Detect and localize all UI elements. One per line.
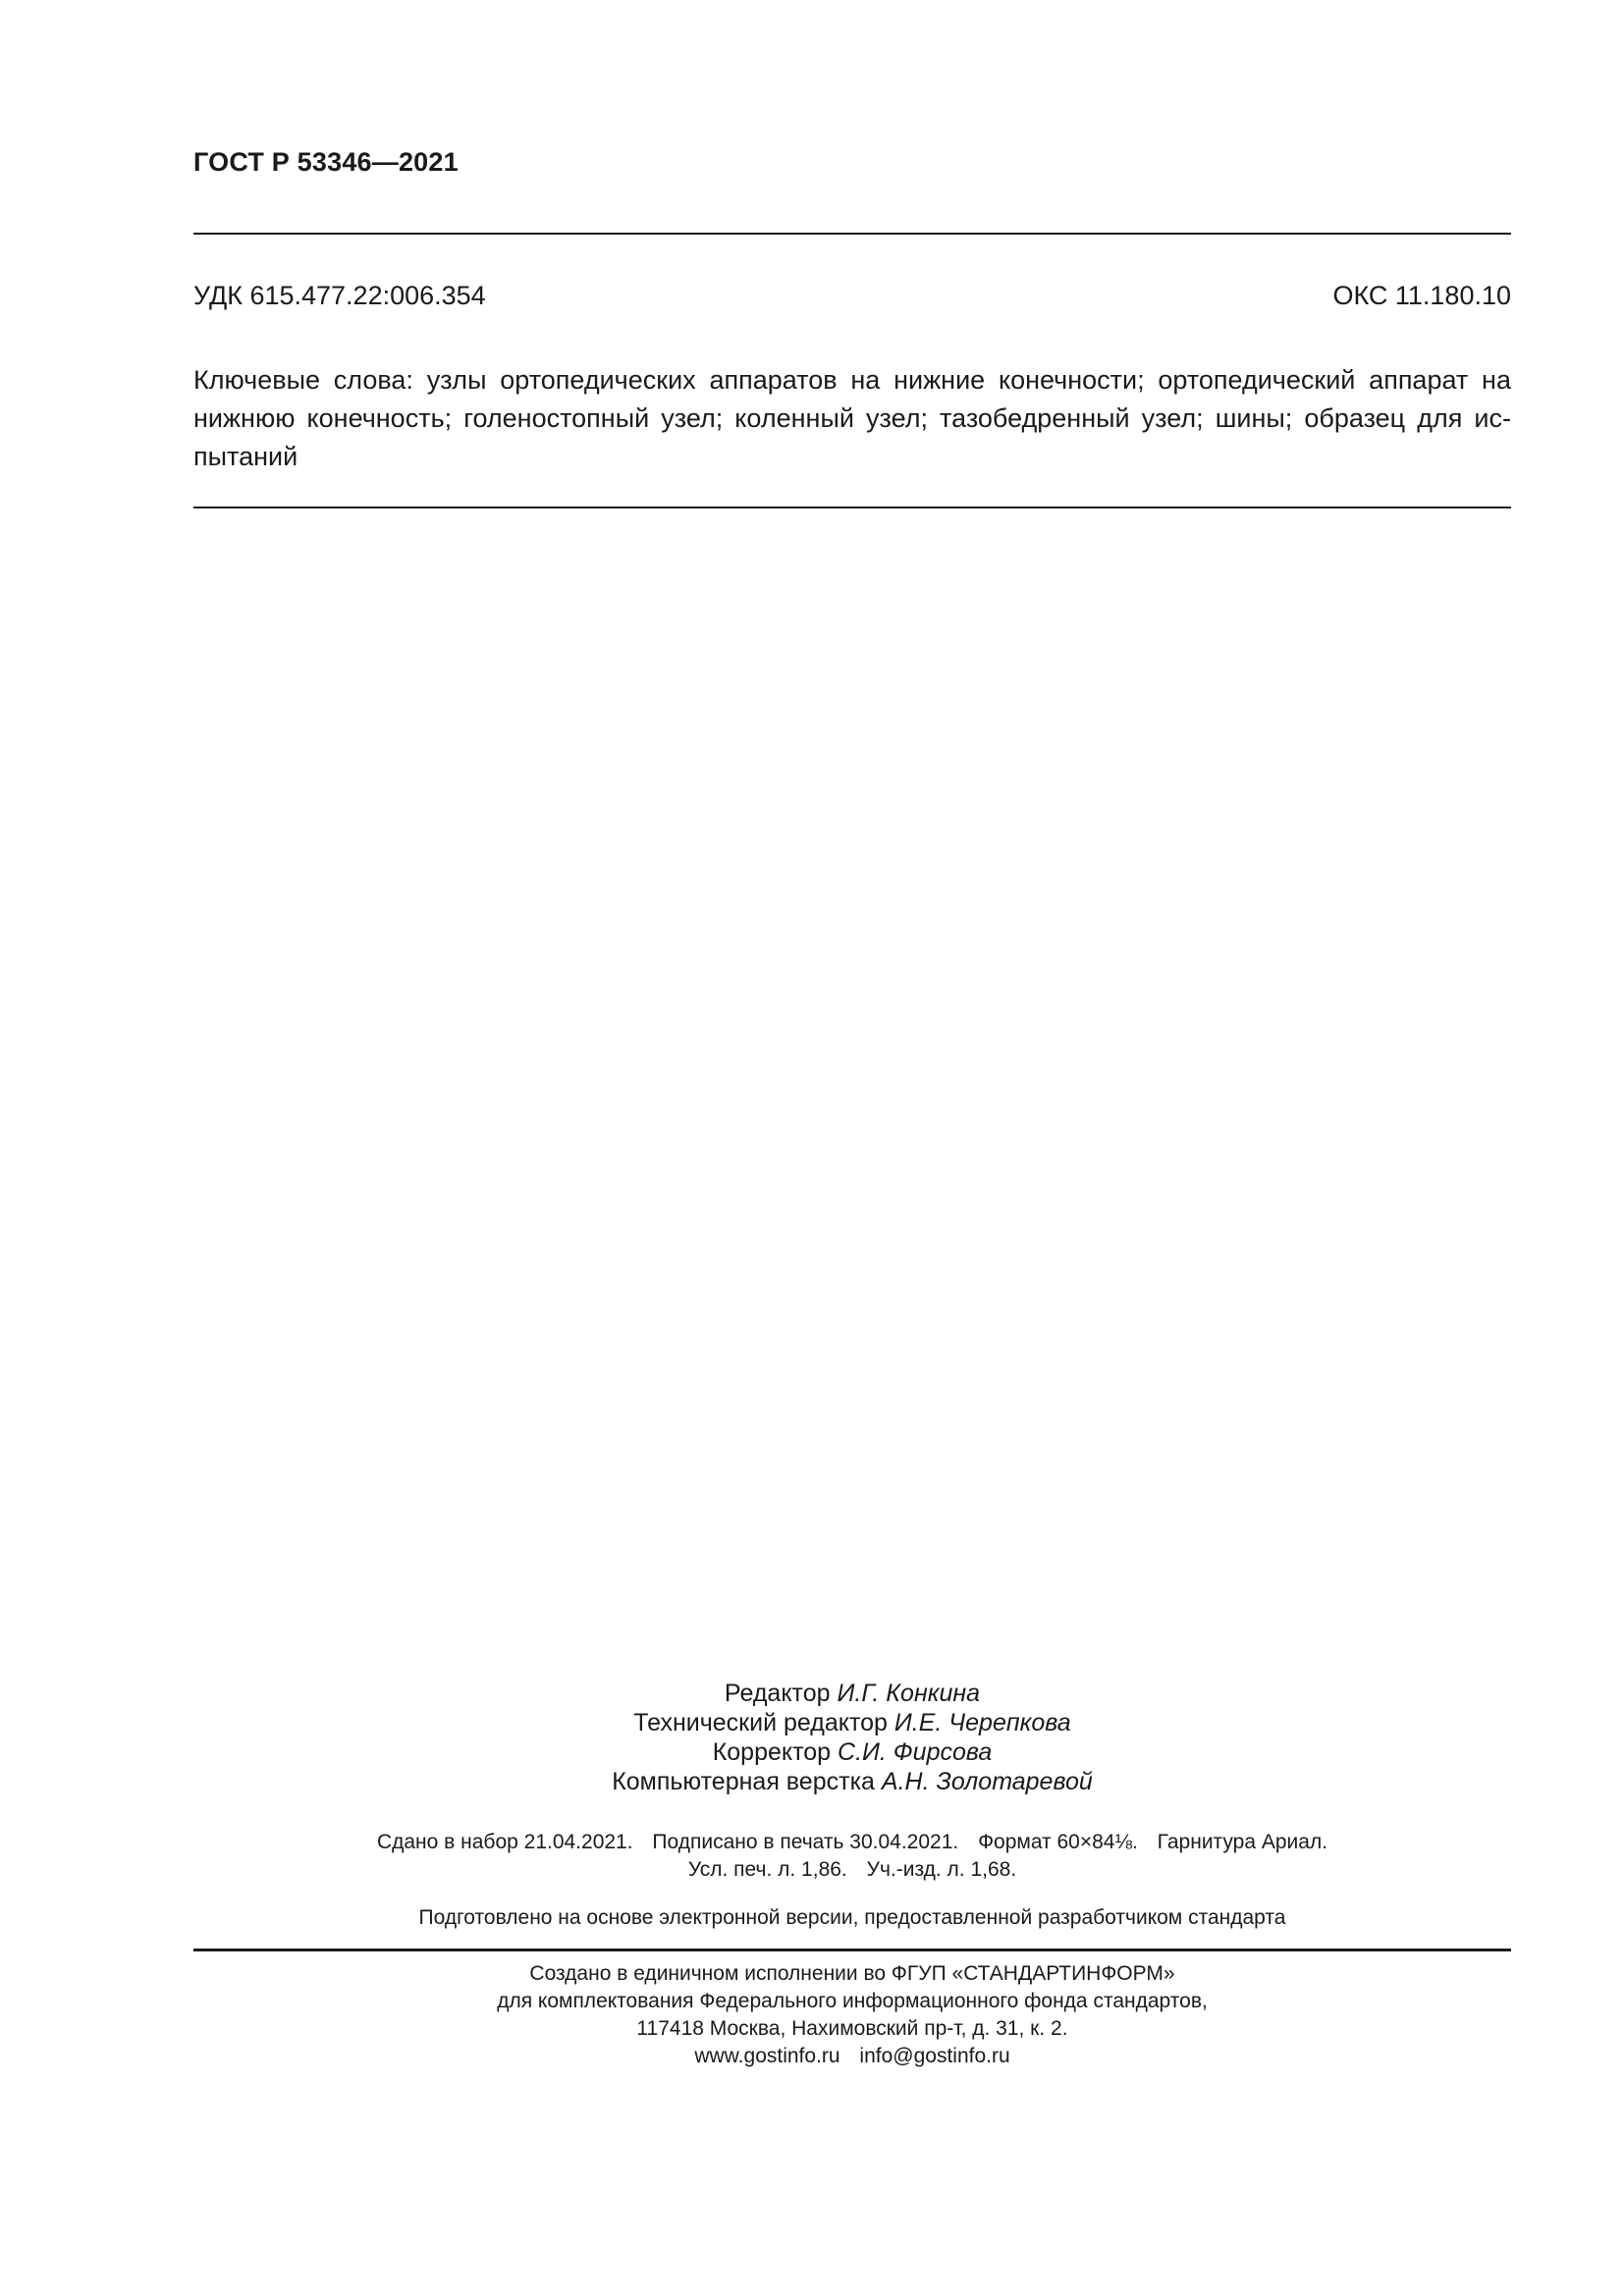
classification-row [193, 281, 1511, 311]
publisher-address: 117418 Москва, Нахимовский пр-т, д. 31, к. 2. [636, 2017, 1068, 2040]
prepared-note: Подготовлено на основе электронной версии, предоставленной разработчиком стандарта [418, 1906, 1286, 1929]
credit-line-tech-editor [193, 1708, 1511, 1737]
credit-role: Редактор [724, 1680, 831, 1707]
credits-block [193, 1679, 1511, 1796]
publisher-line: для комплектования Федерального информационного фонда стандартов, [497, 1990, 1208, 2012]
udk-code: УДК 615.477.22:006.354 [193, 281, 486, 310]
credit-name: А.Н. Золотаревой [881, 1768, 1093, 1795]
publisher-line: Создано в единичном исполнении во ФГУП «СТАНДАРТИНФОРМ» [529, 1962, 1175, 1985]
signed-date: Подписано в печать 30.04.2021. [652, 1831, 959, 1853]
credit-line-proofreader [193, 1737, 1511, 1767]
publication-sheets: Уч.-изд. л. 1,68. [866, 1858, 1017, 1881]
print-sheets: Усл. печ. л. 1,86. [687, 1858, 847, 1881]
credit-role: Компьютерная верстка [612, 1768, 875, 1795]
publisher-block [193, 1960, 1511, 2070]
paper-format: Формат 60×84⅛. [978, 1831, 1138, 1853]
middle-divider [193, 507, 1511, 508]
email-link[interactable]: info@gostinfo.ru [859, 2045, 1010, 2067]
keywords-paragraph: Ключевые слова: узлы ортопедических аппаратов на нижние конечности; ортопедический аппарат на нижнюю конечность; голеностопный узел; коленный узел; тазобедренный узел; шины; образец для испытаний [193, 365, 1511, 471]
credit-name: И.Г. Конкина [837, 1680, 981, 1707]
credit-line-layout [193, 1767, 1511, 1796]
publisher-contacts [193, 2043, 1511, 2070]
credit-name: С.И. Фирсова [838, 1738, 993, 1766]
credit-role: Технический редактор [633, 1709, 888, 1736]
footer-divider [193, 1949, 1511, 1951]
submitted-date: Сдано в набор 21.04.2021. [376, 1831, 633, 1853]
typeface: Гарнитура Ариал. [1157, 1831, 1328, 1853]
website-link[interactable]: www.gostinfo.ru [694, 2045, 840, 2067]
standard-code: ГОСТ Р 53346—2021 [193, 147, 459, 177]
credit-line-editor [193, 1679, 1511, 1708]
credit-role: Корректор [712, 1738, 832, 1766]
credit-name: И.Е. Черепкова [893, 1709, 1071, 1736]
top-divider [193, 233, 1511, 235]
print-info-line-1 [193, 1829, 1511, 1856]
print-info-line-2 [193, 1856, 1511, 1884]
oks-code: ОКС 11.180.10 [1332, 281, 1511, 310]
print-info-block [193, 1829, 1511, 1884]
